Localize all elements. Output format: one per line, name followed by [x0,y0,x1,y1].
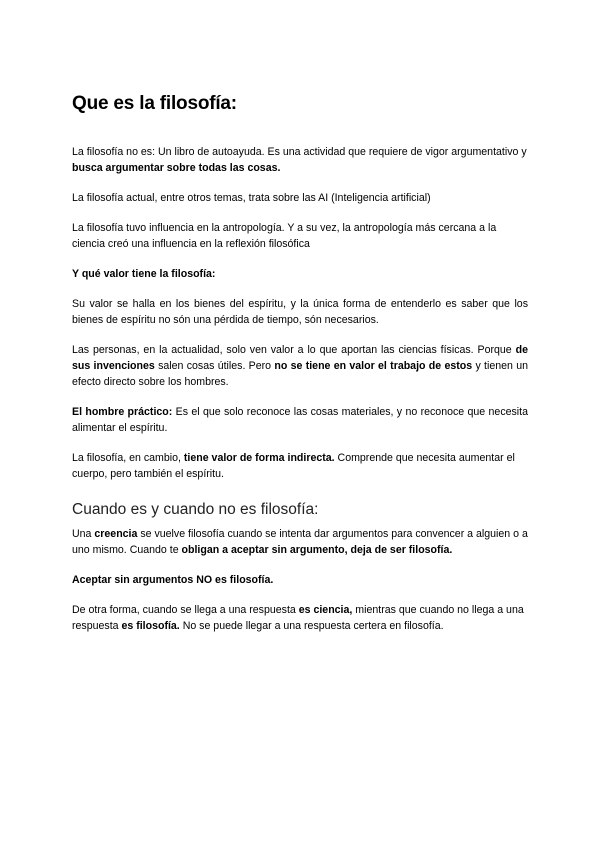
document-page [72,92,528,648]
paragraph-emphasis: tiene valor de forma indirecta. [183,452,335,464]
paragraph-text: salen cosas útiles. Pero [154,360,275,372]
subheading-text: Y qué valor tiene la filosofía: [72,268,216,280]
paragraph-text: Comprende que necesita aumentar el cuerpo, pero también el espíritu. [72,452,515,480]
paragraph-ai: La filosofía actual, entre otros temas, trata sobre las AI (Inteligencia artificial) [72,192,431,204]
paragraph-belief [72,526,528,558]
section-subheading [72,266,528,282]
paragraph-emphasis: de sus invenciones [72,344,528,372]
paragraph-emphasis: no se tiene en valor el trabajo de estos [274,360,473,372]
paragraph-text: No se puede llegar a una respuesta certera en filosofía. [179,620,444,632]
paragraph-indirect-value [72,450,528,482]
section-heading: Cuando es y cuando no es filosofía: [72,501,319,518]
paragraph-text: se vuelve filosofía cuando se intenta dar argumentos para convencer a alguien o a uno mismo. Cuando te [72,528,528,556]
paragraph-science [72,602,528,634]
paragraph-text: y tienen un efecto directo sobre los hombres. [72,360,528,388]
paragraph-emphasis: es ciencia, [298,604,353,616]
paragraph-emphasis: es filosofía. [121,620,180,632]
paragraph-text: Una [72,528,95,540]
paragraph-people [72,342,528,390]
paragraph-text: La filosofía no es: Un libro de autoayuda. Es una actividad que requiere de vigor argumentativo y [72,146,527,158]
paragraph-statement [72,572,528,588]
paragraph-value: Su valor se halla en los bienes del espíritu, y la única forma de entenderlo es saber que los bienes de espíritu no són una pérdida de tiempo, són necesarios. [72,298,528,326]
paragraph-text: Es el que solo reconoce las cosas materiales, y no reconoce que necesita alimentar el espíritu. [72,406,529,434]
statement-text: Aceptar sin argumentos NO es filosofía. [72,574,274,586]
paragraph-emphasis: El hombre práctico: [72,406,173,418]
paragraph-text: De otra forma, cuando se llega a una respuesta [72,604,299,616]
paragraph-emphasis: creencia [94,528,138,540]
paragraph-practical-man [72,404,528,436]
paragraph-text: Las personas, en la actualidad, solo ven valor a lo que aportan las ciencias físicas. Porque [72,344,516,356]
page-title: Que es la filosofía: [72,93,237,114]
paragraph-text: La filosofía, en cambio, [72,452,184,464]
paragraph-anthropology: La filosofía tuvo influencia en la antropología. Y a su vez, la antropología más cercana a la ciencia creó una influencia en la reflexión filosófica [72,222,497,250]
paragraph-definition [72,144,528,176]
paragraph-emphasis: obligan a aceptar sin argumento, deja de ser filosofía. [181,544,453,556]
paragraph-emphasis: busca argumentar sobre todas las cosas. [72,162,281,174]
paragraph-text: mientras que cuando no llega a una respuesta [72,604,524,632]
